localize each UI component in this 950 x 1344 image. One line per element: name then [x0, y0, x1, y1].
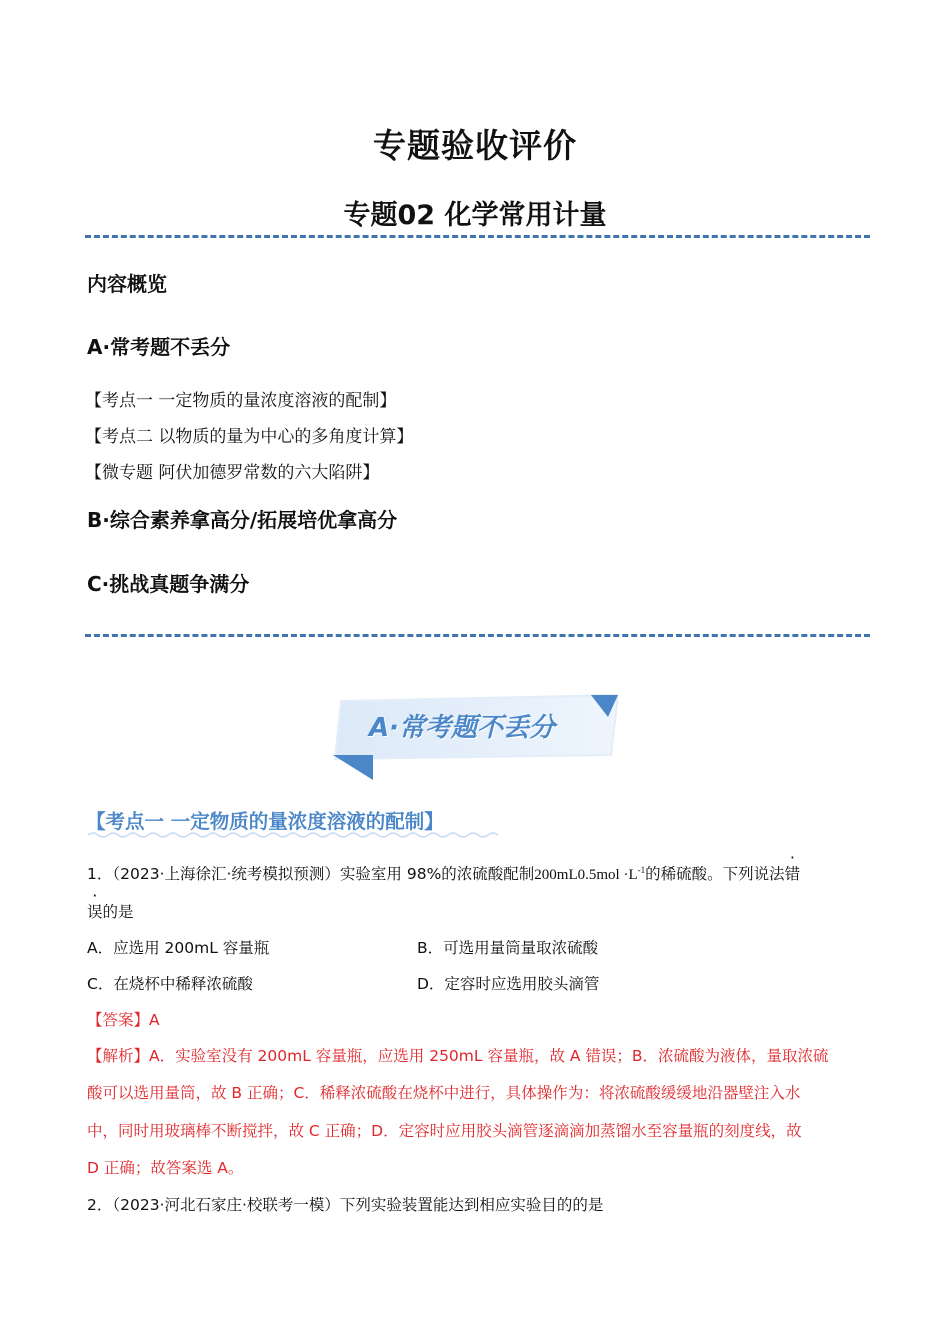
formula-text: 200mL0.5mol ·L	[534, 867, 638, 883]
overview-section-b: B·综合素养拿高分/拓展培优拿高分	[87, 508, 398, 532]
question-1-stem	[87, 862, 800, 884]
emphasis-char: 错	[784, 865, 801, 883]
squiggle-underline	[88, 831, 500, 839]
analysis-line: D 正确；故答案选 A。	[87, 1159, 244, 1177]
question-1-prefix: 1．（2023·上海徐汇·统考模拟预测）实验室用 98%的浓硫酸配制	[87, 865, 535, 883]
analysis-line: 【解析】A．实验室没有 200mL 容量瓶，应选用 250mL 容量瓶，故 A 错误；B．浓硫酸为液体，量取浓硫	[87, 1047, 829, 1065]
dashed-divider-top	[85, 235, 870, 238]
banner-text: A·常考题不丢分	[369, 713, 555, 743]
overview-section-a: A·常考题不丢分	[87, 335, 231, 359]
question-2-stem: 2．（2023·河北石家庄·校联考一模）下列实验装置能达到相应实验目的的是	[87, 1196, 604, 1214]
question-1-stem-rest: 的是	[102, 903, 134, 921]
section-heading: 【考点一 一定物质的量浓度溶液的配制】	[86, 810, 444, 833]
toc-item: 【考点二 以物质的量为中心的多角度计算】	[85, 427, 414, 447]
question-1-suffix: 的稀硫酸。下列说法	[645, 865, 785, 883]
option-d: D．定容时应选用胶头滴管	[417, 975, 600, 993]
question-1-stem-line2	[87, 900, 134, 922]
toc-item: 【考点一 一定物质的量浓度溶液的配制】	[85, 391, 397, 411]
section-banner	[333, 693, 618, 780]
overview-heading: 内容概览	[87, 272, 167, 296]
option-a: A．应选用 200mL 容量瓶	[87, 939, 270, 957]
answer-label: 【答案】A	[87, 1011, 160, 1029]
toc-item: 【微专题 阿伏加德罗常数的六大陷阱】	[85, 463, 380, 483]
page-title: 专题验收评价	[373, 126, 577, 165]
question-1-formula	[534, 867, 645, 883]
overview-section-c: C·挑战真题争满分	[87, 572, 250, 596]
dashed-divider-bottom	[85, 634, 870, 637]
analysis-line: 酸可以选用量筒，故 B 正确；C．稀释浓硫酸在烧杯中进行，具体操作为：将浓硫酸缓缓地沿器壁注入水	[87, 1084, 801, 1102]
formula-superscript: -1	[637, 865, 646, 875]
page-subtitle: 专题02 化学常用计量	[343, 200, 607, 231]
analysis-line: 中，同时用玻璃棒不断搅拌，故 C 正确；D．定容时应用胶头滴管逐滴滴加蒸馏水至容量瓶的刻度线，故	[87, 1122, 802, 1140]
option-c: C．在烧杯中稀释浓硫酸	[87, 975, 253, 993]
emphasis-char: 误	[87, 903, 103, 921]
option-b: B．可选用量筒量取浓硫酸	[417, 939, 599, 957]
